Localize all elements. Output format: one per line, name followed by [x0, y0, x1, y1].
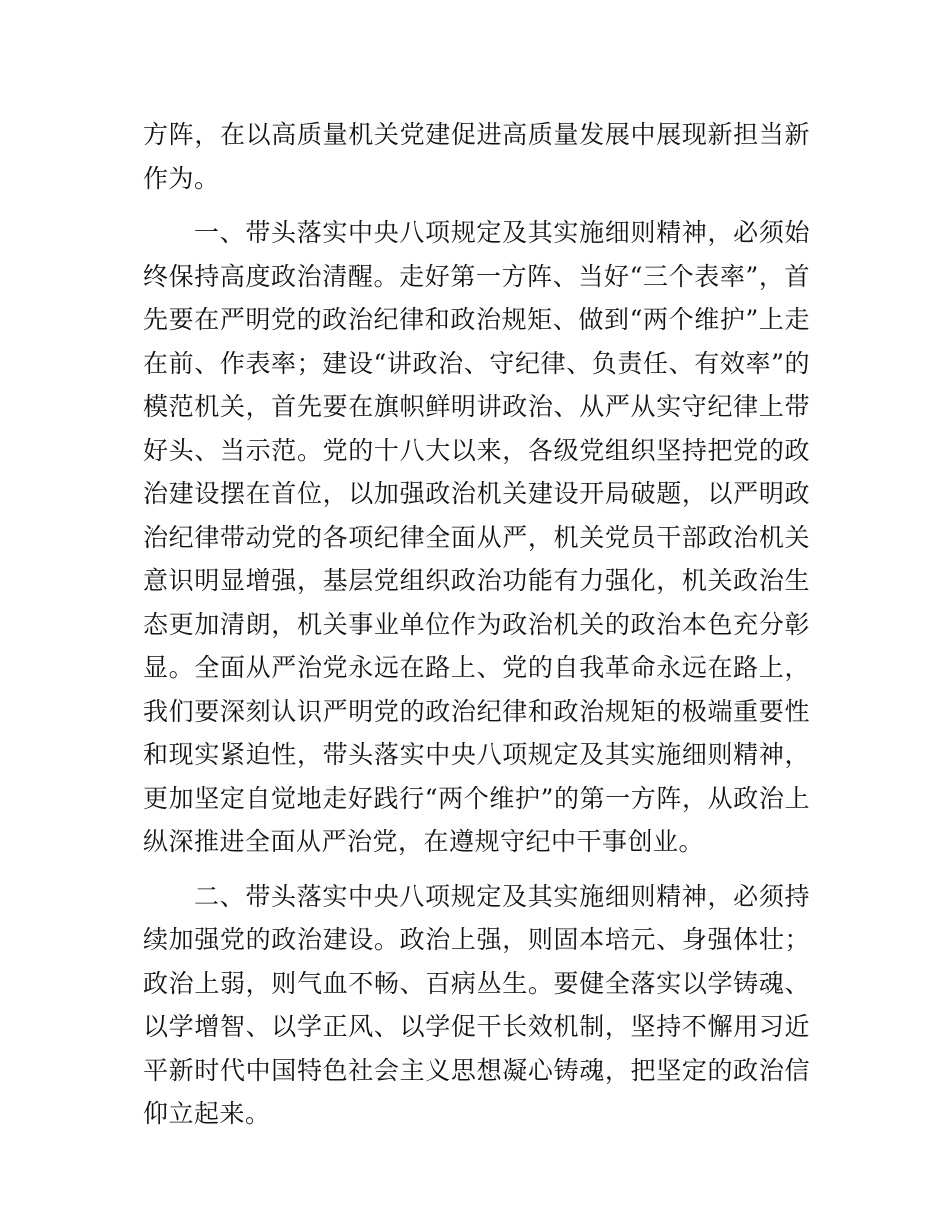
document-body: [143, 113, 810, 1136]
paragraph-section-two: 二、带头落实中央八项规定及其实施细则精神，必须持续加强党的政治建设。政治上强，则固本培元、身强体壮；政治上弱，则气血不畅、百病丛生。要健全落实以学铸魂、以学增智、以学正风、以学促干长效机制，坚持不懈用习近平新时代中国特色社会主义思想凝心铸魂，把坚定的政治信仰立起来。: [143, 881, 810, 1128]
paragraph-continuation: 方阵，在以高质量机关党建促进高质量发展中展现新担当新作为。: [143, 120, 810, 193]
paragraph-section-one: 一、带头落实中央八项规定及其实施细则精神，必须始终保持高度政治清醒。走好第一方阵、当好“三个表率”，首先要在严明党的政治纪律和政治规矩、做到“两个维护”上走在前、作表率；建设“讲政治、守纪律、负责任、有效率”的模范机关，首先要在旗帜鲜明讲政治、从严从实守纪律上带好头、当示范。党的十八大以来，各级党组织坚持把党的政治建设摆在首位，以加强政治机关建设开局破题，以严明政治纪律带动党的各项纪律全面从严，机关党员干部政治机关意识明显增强，基层党组织政治功能有力强化，机关政治生态更加清朗，机关事业单位作为政治机关的政治本色充分彰显。全面从严治党永远在路上、党的自我革命永远在路上，我们要深刻认识严明党的政治纪律和政治规矩的极端重要性和现实紧迫性，带头落实中央八项规定及其实施细则精神，更加坚定自觉地走好践行“两个维护”的第一方阵，从政治上纵深推进全面从严治党，在遵规守纪中干事创业。: [143, 218, 810, 856]
